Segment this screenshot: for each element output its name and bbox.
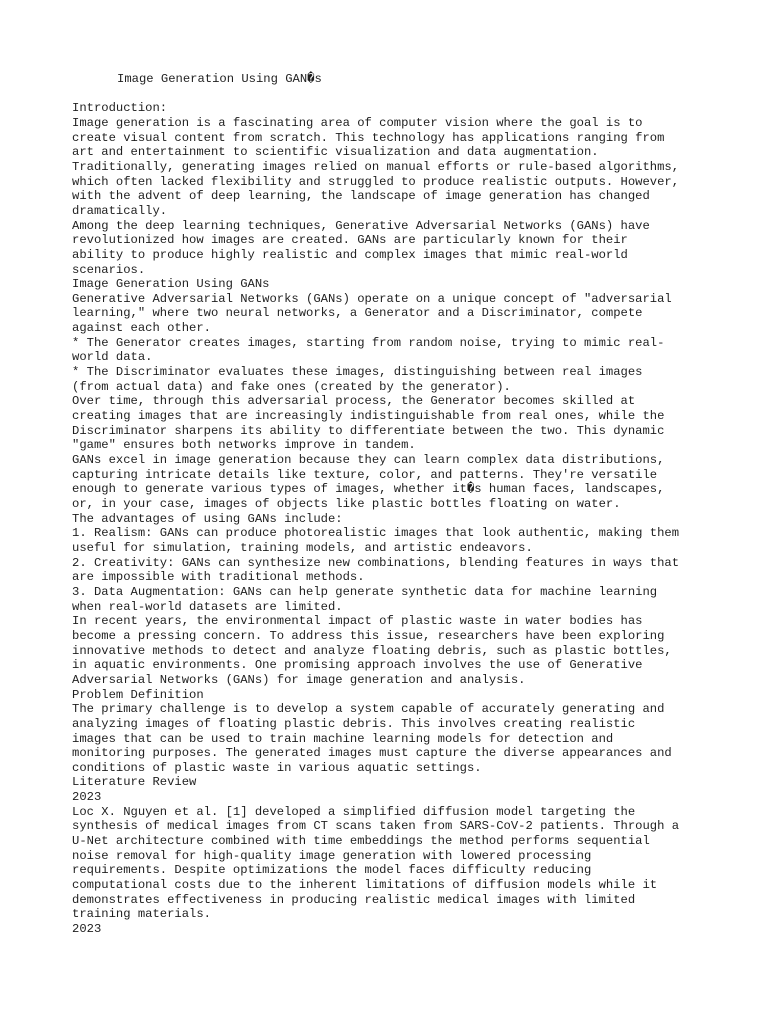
text-line: creating images that are increasingly indistinguishable from real ones, while the xyxy=(72,409,665,424)
text-line: Among the deep learning techniques, Generative Adversarial Networks (GANs) have xyxy=(72,218,650,233)
text-line: monitoring purposes. The generated images must capture the diverse appearances and xyxy=(72,746,672,761)
text-line: Literature Review xyxy=(72,775,197,790)
text-line: enough to generate various types of images, whether it�s human faces, landscapes, xyxy=(72,482,665,497)
text-line: Image Generation Using GANs xyxy=(72,277,270,292)
document-body xyxy=(72,101,712,936)
text-line: which often lacked flexibility and struggled to produce realistic outputs. However, xyxy=(72,174,680,189)
text-line: Generative Adversarial Networks (GANs) operate on a unique concept of "adversarial xyxy=(72,291,672,306)
text-line: "game" ensures both networks improve in tandem. xyxy=(72,438,416,453)
text-line: scenarios. xyxy=(72,262,146,277)
document-page xyxy=(72,72,712,937)
text-line: world data. xyxy=(72,350,153,365)
text-line: The primary challenge is to develop a system capable of accurately generating and xyxy=(72,702,665,717)
text-line: when real-world datasets are limited. xyxy=(72,599,343,614)
text-line: GANs excel in image generation because they can learn complex data distributions, xyxy=(72,453,665,468)
text-line: Introduction: xyxy=(72,101,168,116)
text-line: Loc X. Nguyen et al. [1] developed a simplified diffusion model targeting the xyxy=(72,804,636,819)
text-line: with the advent of deep learning, the landscape of image generation has changed xyxy=(72,189,650,204)
text-line: revolutionized how images are created. GANs are particularly known for their xyxy=(72,233,628,248)
text-line: Adversarial Networks (GANs) for image generation and analysis. xyxy=(72,672,526,687)
text-line: synthesis of medical images from CT scans taken from SARS-CoV-2 patients. Through a xyxy=(72,819,680,834)
document-title: Image Generation Using GAN�s xyxy=(117,72,322,86)
text-line: capturing intricate details like texture, color, and patterns. They're versatile xyxy=(72,467,658,482)
text-line: in aquatic environments. One promising approach involves the use of Generative xyxy=(72,658,643,673)
text-line: images that can be used to train machine learning models for detection and xyxy=(72,731,614,746)
text-line: In recent years, the environmental impact of plastic waste in water bodies has xyxy=(72,614,643,629)
text-line: Discriminator sharpens its ability to differentiate between the two. This dynamic xyxy=(72,423,665,438)
text-line: noise removal for high-quality image generation with lowered processing xyxy=(72,848,592,863)
text-line: create visual content from scratch. This technology has applications ranging from xyxy=(72,130,665,145)
text-line: training materials. xyxy=(72,907,211,922)
text-line: 1. Realism: GANs can produce photorealistic images that look authentic, making them xyxy=(72,526,680,541)
text-line: requirements. Despite optimizations the model faces difficulty reducing xyxy=(72,863,592,878)
text-line: become a pressing concern. To address this issue, researchers have been exploring xyxy=(72,628,665,643)
text-line: 2. Creativity: GANs can synthesize new combinations, blending features in ways that xyxy=(72,555,680,570)
text-line: conditions of plastic waste in various aquatic settings. xyxy=(72,760,482,775)
text-line: against each other. xyxy=(72,321,211,336)
text-line: 3. Data Augmentation: GANs can help generate synthetic data for machine learning xyxy=(72,584,658,599)
text-line: U-Net architecture combined with time embeddings the method performs sequential xyxy=(72,834,650,849)
text-line: (from actual data) and fake ones (created by the generator). xyxy=(72,379,511,394)
text-line: are impossible with traditional methods. xyxy=(72,570,365,585)
text-line: * The Generator creates images, starting from random noise, trying to mimic real- xyxy=(72,335,665,350)
text-line: 2023 xyxy=(72,790,102,805)
text-line: Problem Definition xyxy=(72,687,204,702)
text-line: computational costs due to the inherent limitations of diffusion models while it xyxy=(72,878,658,893)
text-line: Over time, through this adversarial process, the Generator becomes skilled at xyxy=(72,394,636,409)
text-line: innovative methods to detect and analyze floating debris, such as plastic bottles, xyxy=(72,643,672,658)
text-line: demonstrates effectiveness in producing realistic medical images with limited xyxy=(72,892,636,907)
text-line: 2023 xyxy=(72,922,102,937)
text-line: Image generation is a fascinating area of computer vision where the goal is to xyxy=(72,115,643,130)
text-line: * The Discriminator evaluates these images, distinguishing between real images xyxy=(72,365,643,380)
text-line: or, in your case, images of objects like plastic bottles floating on water. xyxy=(72,497,621,512)
text-line: ability to produce highly realistic and complex images that mimic real-world xyxy=(72,247,628,262)
text-line: art and entertainment to scientific visualization and data augmentation. xyxy=(72,145,599,160)
text-line: analyzing images of floating plastic debris. This involves creating realistic xyxy=(72,716,636,731)
text-line: The advantages of using GANs include: xyxy=(72,511,343,526)
text-line: learning," where two neural networks, a Generator and a Discriminator, compete xyxy=(72,306,643,321)
text-line: dramatically. xyxy=(72,203,168,218)
text-line: Traditionally, generating images relied on manual efforts or rule-based algorithms, xyxy=(72,159,680,174)
text-line: useful for simulation, training models, and artistic endeavors. xyxy=(72,540,533,555)
